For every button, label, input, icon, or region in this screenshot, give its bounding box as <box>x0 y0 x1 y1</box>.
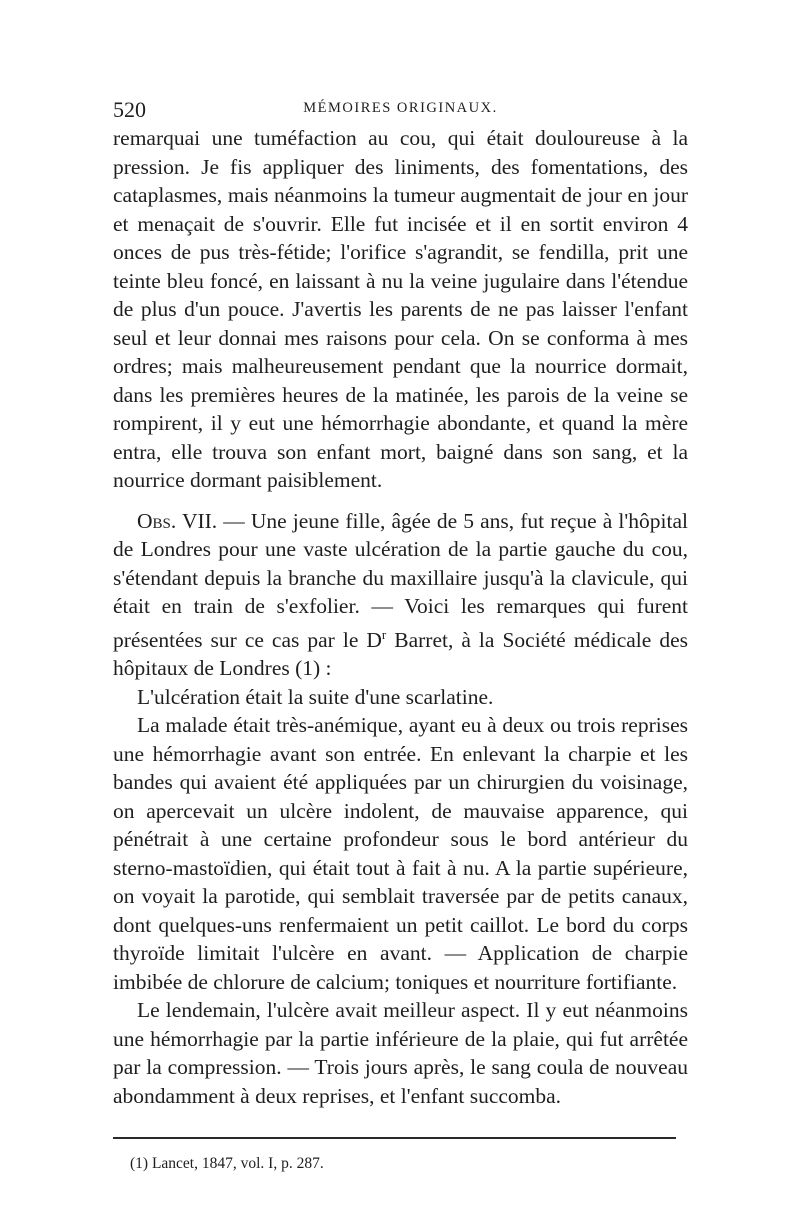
running-head <box>113 97 688 123</box>
paragraph-scarlatine: L'ulcération était la suite d'une scarlatine. <box>137 684 494 709</box>
page-number: 520 <box>113 97 146 122</box>
observation-label: Obs. VII. <box>137 508 218 533</box>
footnote: (1) Lancet, 1847, vol. I, p. 287. <box>130 1155 324 1172</box>
paragraph-next-day: Le lendemain, l'ulcère avait meilleur aspect. Il y eut néanmoins une hémorrhagie par la partie inférieure de la plaie, qui fut arrêtée par la compression. — Trois jours après, le sang coula de nouveau abondamment à deux reprises, et l'enfant succomba. <box>113 998 688 1108</box>
paragraph-anemia: La malade était très-anémique, ayant eu à deux ou trois reprises une hémorrhagie avant son entrée. En enlevant la charpie et les bandes qui avaient été appliquées par un chirurgien du voisinage, on apercevait un ulcère indolent, de mauvaise apparence, qui pénétrait à une certaine profondeur sous le bord antérieur du sterno-mastoïdien, qui était tout à fait à nu. A la partie supérieure, on voyait la parotide, qui semblait traversée par de petits canaux, dont quelques-uns renfermaient un petit caillot. Le bord du corps thyroïde limitait l'ulcère en avant. — Application de charpie imbibée de chlorure de calcium; toniques et nourriture fortifiante. <box>113 713 688 994</box>
body-text <box>113 124 688 1110</box>
running-title: MÉMOIRES ORIGINAUX. <box>303 100 498 116</box>
title-superscript: r <box>381 626 387 642</box>
observation-text-end: Barret, à la Société médicale des hôpitaux de Londres (1) : <box>113 627 688 681</box>
paragraph-continuation: remarquai une tuméfaction au cou, qui était douloureuse à la pression. Je fis appliquer des liniments, des fomentations, des cataplasmes, mais néanmoins la tumeur augmentait de jour en jour et menaçait de s'ouvrir. Elle fut incisée et il en sortit environ 4 onces de pus très-fétide; l'orifice s'agrandit, se fendilla, prit une teinte bleu foncé, en laissant à nu la veine jugulaire dans l'étendue de plus d'un pouce. J'avertis les parents de ne pas laisser l'enfant seul et leur donnai mes raisons pour cela. On se conforma à mes ordres; mais malheureusement pendant que la nourrice dormait, dans les premières heures de la matinée, les parois de la veine se rompirent, il y eut une hémorrhagie abondante, et quand la mère entra, elle trouva son enfant mort, baigné dans son sang, et la nourrice dormant paisiblement. <box>113 126 688 492</box>
paragraph-observation <box>113 507 688 683</box>
observation-text: — Une jeune fille, âgée de 5 ans, fut reçue à l'hôpital de Londres pour une vaste ulcération de la partie gauche du cou, s'étendant depuis la branche du maxillaire jusqu'à la clavicule, qui était en train de s'exfolier. — Voici les remarques qui furent présentées sur ce cas par le D <box>113 508 688 652</box>
footnote-rule <box>113 1137 676 1139</box>
